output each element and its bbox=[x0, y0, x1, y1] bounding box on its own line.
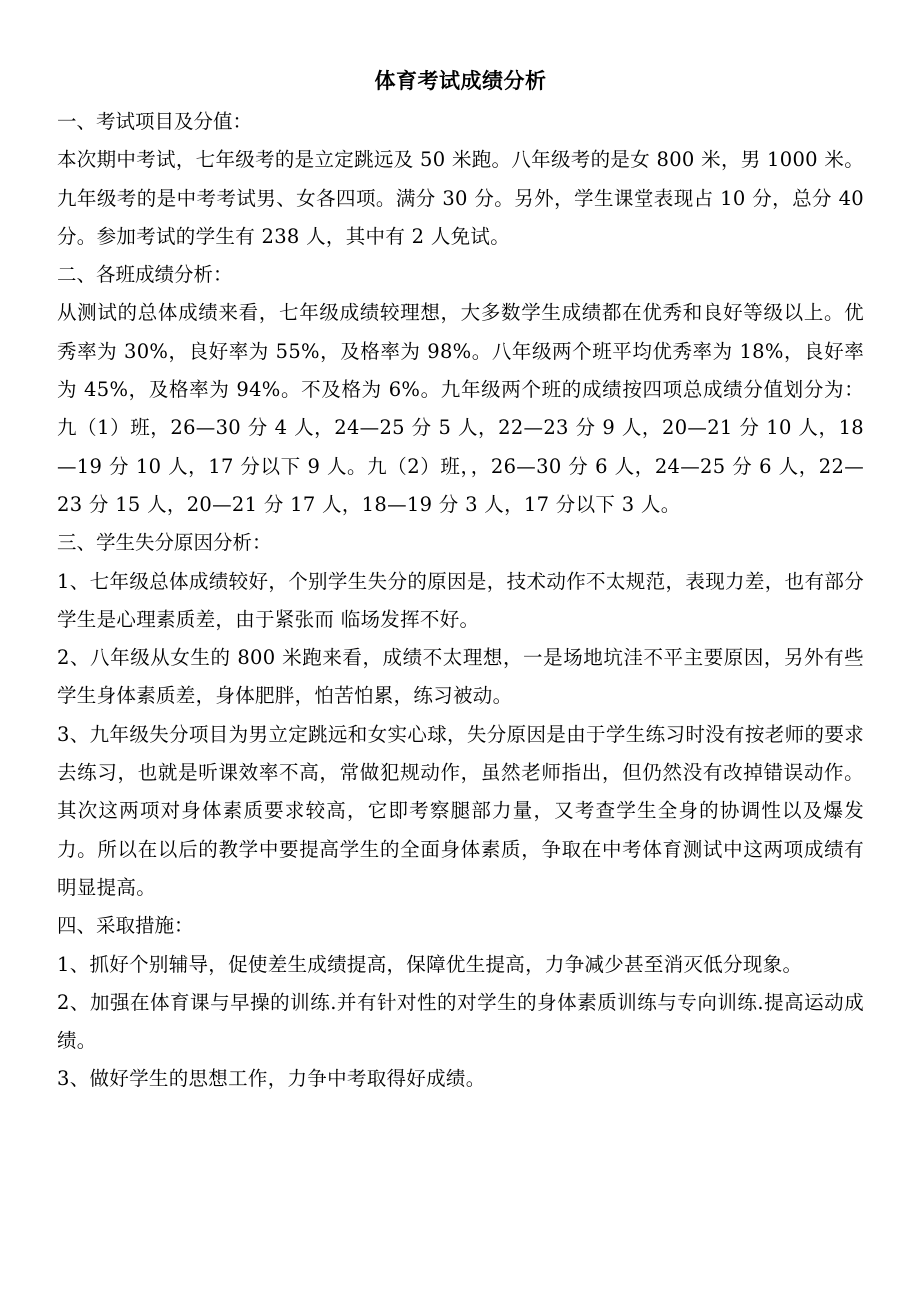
section-exam-items bbox=[57, 103, 864, 256]
paragraph: 1、抓好个别辅导，促使差生成绩提高，保障优生提高，力争减少甚至消灭低分现象。 bbox=[57, 952, 803, 976]
paragraph: 3、做好学生的思想工作，力争中考取得好成绩。 bbox=[57, 1067, 486, 1091]
section-heading: 二、各班成绩分析： bbox=[57, 263, 233, 287]
section-measures bbox=[57, 907, 864, 1098]
paragraph: 3、九年级失分项目为男立定跳远和女实心球，失分原因是由于学生练习时没有按老师的要求去练习，也就是听课效率不高，常做犯规动作，虽然老师指出，但仍然没有改掉错误动作。其次这两项对身体素质要求较高，它即考察腿部力量，又考查学生全身的协调性以及爆发力。所以在以后的教学中要提高学生的全面身体素质，争取在中考体育测试中这两项成绩有明显提高。 bbox=[57, 722, 864, 899]
section-heading: 一、考试项目及分值： bbox=[57, 110, 253, 133]
paragraph: 1、七年级总体成绩较好，个别学生失分的原因是，技术动作不太规范，表现力差，也有部分学生是心理素质差，由于紧张而 临场发挥不好。 bbox=[57, 569, 864, 631]
section-heading: 三、学生失分原因分析： bbox=[57, 531, 272, 555]
paragraph: 2、八年级从女生的 800 米跑来看，成绩不太理想，一是场地坑洼不平主要原因，另外有些学生身体素质差，身体肥胖，怕苦怕累，练习被动。 bbox=[57, 646, 864, 708]
section-loss-reasons bbox=[57, 524, 864, 907]
section-heading: 四、采取措施： bbox=[57, 914, 194, 938]
paragraph: 从测试的总体成绩来看，七年级成绩较理想，大多数学生成绩都在优秀和良好等级以上。优秀率为 30%，良好率为 55%，及格率为 98%。八年级两个班平均优秀率为 18%，良好率为 45%，及格率为 94%。不及格为 6%。九年级两个班的成绩按四项总成绩分值划分为：九（1）班，26—30 分 4 人，24—25 分 5 人，22—23 分 9 人，20—21 分 10 人，18—19 分 10 人，17 分以下 9 人。九（2）班，，26—30 分 6 人，24—25 分 6 人，22—23 分 15 人，20—21 分 17 人，18—19 分 3 人，17 分以下 3 人。 bbox=[57, 301, 864, 516]
paragraph: 本次期中考试，七年级考的是立定跳远及 50 米跑。八年级考的是女 800 米，男 1000 米。九年级考的是中考考试男、女各四项。满分 30 分。另外，学生课堂表现占 10 分，总分 40 分。参加考试的学生有 238 人，其中有 2 人免试。 bbox=[57, 148, 864, 248]
document-title: 体育考试成绩分析 bbox=[374, 68, 547, 93]
section-class-analysis bbox=[57, 256, 864, 524]
paragraph: 2、加强在体育课与早操的训练.并有针对性的对学生的身体素质训练与专向训练.提高运动成绩。 bbox=[57, 990, 864, 1053]
